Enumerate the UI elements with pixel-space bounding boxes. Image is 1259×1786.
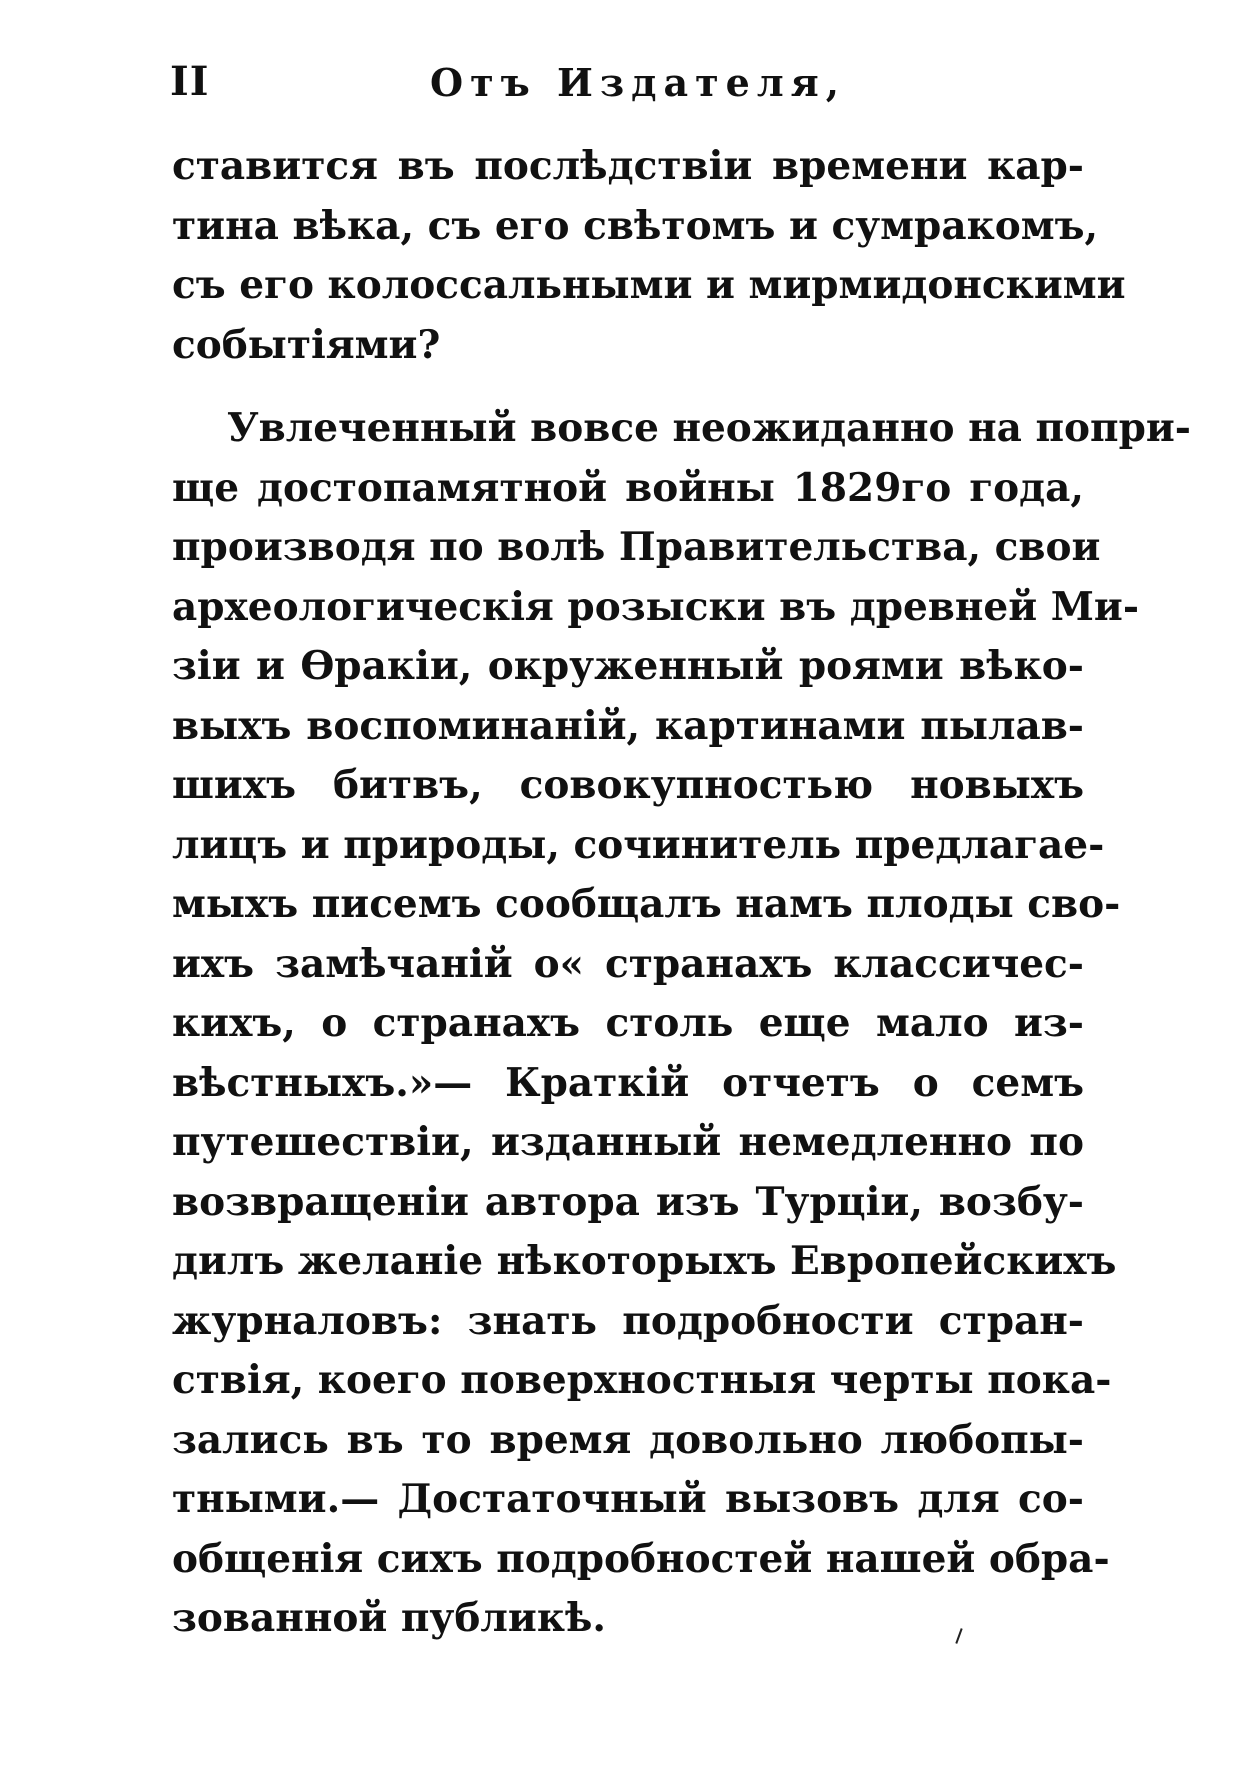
text-line: журналовъ: знать подробности стран- — [172, 1297, 1084, 1344]
text-line: зались въ то время довольно любопы- — [172, 1416, 1084, 1463]
text-line: дилъ желаніе нѣкоторыхъ Европейскихъ — [172, 1238, 1117, 1284]
text-line: тина вѣка, съ его свѣтомъ и сумракомъ, — [172, 202, 1099, 249]
text-line: зованной публикѣ. — [172, 1595, 606, 1641]
body-text — [172, 137, 1191, 1649]
text-line: ствія, коего поверхностныя черты пока- — [172, 1357, 1112, 1403]
text-line: возвращеніи автора изъ Турціи, возбу- — [172, 1178, 1084, 1225]
text-line: лицъ и природы, сочинитель предлагае- — [172, 821, 1105, 868]
text-line: ихъ замѣчаній о« странахъ классичес- — [172, 940, 1084, 987]
page-number: II — [170, 58, 210, 105]
text-line: кихъ, о странахъ столь еще мало из- — [172, 1000, 1084, 1046]
text-line: производя по волѣ Правительства, свои — [172, 524, 1101, 570]
text-line: Увлеченный вовсе неожиданно на попри- — [227, 405, 1191, 451]
text-line: общенія сихъ подробностей нашей обра- — [172, 1535, 1110, 1582]
text-line: съ его колоссальными и мирмидонскими — [172, 262, 1126, 308]
page-header — [170, 58, 1090, 118]
text-line: ще достопамятной войны 1829го года, — [172, 464, 1084, 511]
text-line: ставится въ послѣдствіи времени кар- — [172, 143, 1084, 189]
running-title: Отъ Издателя, — [430, 60, 846, 105]
text-line: событіями? — [172, 321, 441, 368]
text-line: тными.— Достаточный вызовъ для со- — [172, 1476, 1084, 1522]
text-line: археологическія розыски въ древней Ми- — [172, 583, 1140, 630]
text-line: зіи и Ѳракіи, окруженный роями вѣко- — [172, 643, 1084, 689]
text-line: шихъ битвъ, совокупностью новыхъ — [172, 762, 1084, 808]
text-line: путешествіи, изданный немедленно по — [172, 1119, 1084, 1165]
text-line: вѣстныхъ.»— Краткій отчетъ о семъ — [172, 1059, 1084, 1106]
text-line: выхъ воспоминаній, картинами пылав- — [172, 702, 1084, 749]
text-line: мыхъ писемъ сообщалъ намъ плоды сво- — [172, 881, 1121, 927]
